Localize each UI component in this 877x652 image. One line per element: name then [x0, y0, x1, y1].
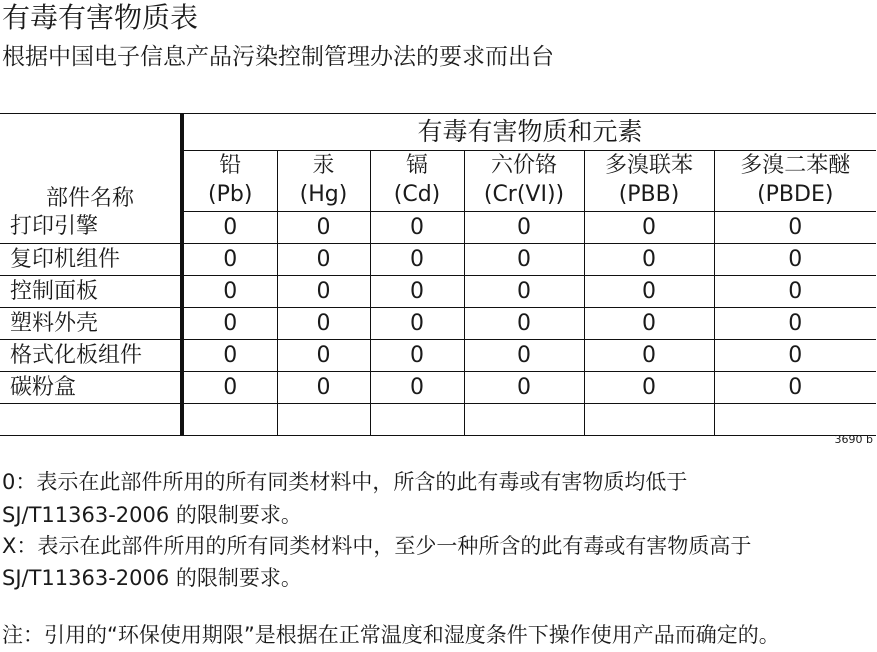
- table-cell: 0: [584, 340, 714, 372]
- part-name: [0, 404, 182, 436]
- part-name: 复印机组件: [0, 244, 182, 276]
- table-cell: 0: [464, 340, 584, 372]
- table-cell: 0: [464, 372, 584, 404]
- part-name-header: 部件名称: [0, 114, 182, 212]
- table-cell: 0: [277, 372, 370, 404]
- table-cell: 0: [277, 308, 370, 340]
- note-x-line2: SJ/T11363-2006 的限制要求。: [2, 566, 302, 590]
- part-name: 格式化板组件: [0, 340, 182, 372]
- table-cell: [182, 404, 277, 436]
- footnote: 注：引用的“环保使用期限”是根据在正常温度和湿度条件下操作使用产品而确定的。: [2, 623, 780, 647]
- note-zero-line2: SJ/T11363-2006 的限制要求。: [2, 503, 302, 527]
- part-name: 打印引擎: [0, 212, 182, 244]
- page-title: 有毒有害物质表: [2, 1, 199, 34]
- table-cell: 0: [370, 276, 464, 308]
- substances-group-header: 有毒有害物质和元素: [182, 114, 876, 151]
- table-cell: 0: [277, 276, 370, 308]
- page-subtitle: 根据中国电子信息产品污染控制管理办法的要求而出台: [2, 44, 554, 70]
- part-name: 碳粉盒: [0, 372, 182, 404]
- table-row-empty: [0, 404, 876, 436]
- table-cell: [370, 404, 464, 436]
- table-cell: 0: [277, 340, 370, 372]
- note-x-line1: X：表示在此部件所用的所有同类材料中，至少一种所含的此有毒或有害物质高于: [2, 534, 752, 558]
- table-cell: 0: [584, 244, 714, 276]
- table-cell: 0: [370, 372, 464, 404]
- table-cell: 0: [714, 244, 876, 276]
- column-header-cd: 镉 (Cd): [370, 151, 464, 212]
- table-cell: [464, 404, 584, 436]
- table-cell: 0: [370, 308, 464, 340]
- table-cell: 0: [584, 372, 714, 404]
- table-cell: 0: [370, 244, 464, 276]
- hazardous-substances-table: [0, 113, 876, 436]
- table-row: [0, 276, 876, 308]
- table-cell: 0: [182, 212, 277, 244]
- table-cell: 0: [714, 276, 876, 308]
- table-cell: 0: [277, 212, 370, 244]
- table-cell: 0: [714, 212, 876, 244]
- table-cell: 0: [464, 276, 584, 308]
- table-cell: 0: [464, 212, 584, 244]
- table-cell: [277, 404, 370, 436]
- table-cell: 0: [182, 308, 277, 340]
- table-cell: 0: [714, 340, 876, 372]
- table-cell: 0: [584, 276, 714, 308]
- column-header-pbde: 多溴二苯醚 (PBDE): [714, 151, 876, 212]
- table-cell: 0: [182, 372, 277, 404]
- table-cell: 0: [370, 212, 464, 244]
- table-cell: 0: [714, 308, 876, 340]
- table-cell: 0: [182, 244, 277, 276]
- table-row: [0, 212, 876, 244]
- table-cell: 0: [182, 340, 277, 372]
- table-row: [0, 244, 876, 276]
- table-cell: 0: [370, 340, 464, 372]
- table-cell: 0: [464, 244, 584, 276]
- table-row: [0, 340, 876, 372]
- figure-code: 3690 b: [834, 433, 873, 446]
- table-cell: 0: [277, 244, 370, 276]
- table-cell: 0: [584, 308, 714, 340]
- table-cell: [714, 404, 876, 436]
- table-cell: [584, 404, 714, 436]
- note-zero-line1: 0：表示在此部件所用的所有同类材料中，所含的此有毒或有害物质均低于: [2, 470, 688, 494]
- table-cell: 0: [714, 372, 876, 404]
- column-header-pbb: 多溴联苯 (PBB): [584, 151, 714, 212]
- part-name: 控制面板: [0, 276, 182, 308]
- column-header-cr6: 六价铬 (Cr(VI)): [464, 151, 584, 212]
- table-cell: 0: [464, 308, 584, 340]
- column-header-hg: 汞 (Hg): [277, 151, 370, 212]
- table-row: [0, 308, 876, 340]
- table-cell: 0: [182, 276, 277, 308]
- part-name: 塑料外壳: [0, 308, 182, 340]
- table-cell: 0: [584, 212, 714, 244]
- column-header-pb: 铅 (Pb): [182, 151, 277, 212]
- table-row: [0, 372, 876, 404]
